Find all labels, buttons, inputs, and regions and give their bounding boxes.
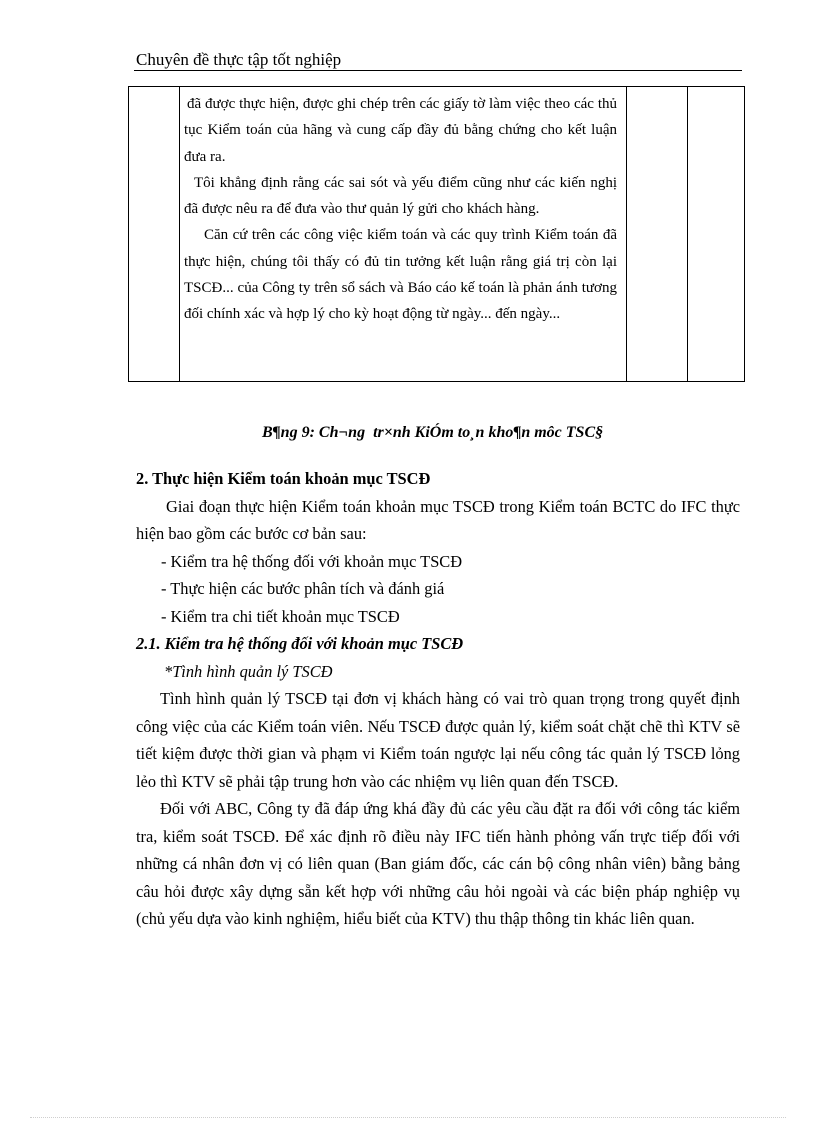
table-cell-content	[184, 91, 617, 328]
section-heading: 2. Thực hiện Kiểm toán khoản mục TSCĐ	[136, 469, 431, 488]
cell-paragraph: đã được thực hiện, được ghi chép trên các giấy tờ làm việc theo các thủ tục Kiểm toán của hãng và cung cấp đầy đủ bằng chứng cho kết luận đưa ra.	[184, 96, 617, 165]
column-divider	[179, 87, 180, 381]
list-item: - Kiểm tra chi tiết khoản mục TSCĐ	[161, 606, 400, 626]
subsection-note: *Tình hình quản lý TSCĐ	[164, 661, 333, 681]
header-rule	[134, 70, 742, 71]
body-paragraph: Tình hình quản lý TSCĐ tại đơn vị khách hàng có vai trò quan trọng trong quyết định công việc của các Kiểm toán viên. Nếu TSCĐ được quản lý, kiểm soát chặt chẽ thì KTV sẽ tiết kiệm được thời gian và phạm vi Kiểm toán ngược lại nếu công tác quản lý TSCĐ lỏng lẻo thì KTV sẽ phải tập trung hơn vào các nhiệm vụ liên quan đến TSCĐ.	[136, 689, 740, 791]
list-item: - Thực hiện các bước phân tích và đánh giá	[161, 579, 445, 598]
section-intro: Giai đoạn thực hiện Kiểm toán khoản mục TSCĐ trong Kiểm toán BCTC do IFC thực hiện bao gồm các bước cơ bản sau:	[136, 496, 740, 543]
cell-paragraph: Căn cứ trên các công việc kiểm toán và các quy trình Kiểm toán đã thực hiện, chúng tôi thấy có đủ tin tưởng kết luận rằng giá trị còn lại TSCĐ... của Công ty trên sổ sách và Báo cáo kế toán là phản ánh tương đối chính xác và hợp lý cho kỳ hoạt động từ ngày... đến ngày...	[184, 227, 617, 323]
column-divider	[687, 87, 688, 381]
column-divider	[626, 87, 627, 381]
subsection-heading: 2.1. Kiểm tra hệ thống đối với khoản mục TSCĐ	[136, 634, 464, 653]
list-item: - Kiểm tra hệ thống đối với khoản mục TSCĐ	[161, 551, 463, 571]
body-paragraph: Đối với ABC, Công ty đã đáp ứng khá đầy đủ các yêu cầu đặt ra đối với công tác kiểm tra, kiểm soát TSCĐ. Để xác định rõ điều này IFC tiến hành phỏng vấn trực tiếp đối với những cá nhân đơn vị có liên quan (Ban giám đốc, các cán bộ công nhân viên) bằng bảng câu hỏi được xây dựng sẵn kết hợp với những câu hỏi ngoài và các biện pháp nghiệp vụ (chủ yếu dựa vào kinh nghiệm, hiểu biết của KTV) thu thập thông tin khác liên quan.	[136, 799, 740, 928]
cell-paragraph: Tôi khẳng định rằng các sai sót và yếu điểm cũng như các kiến nghị đã được nêu ra để đưa vào thư quản lý gửi cho khách hàng.	[184, 174, 617, 218]
page-header-title: Chuyên đề thực tập tốt nghiệp	[136, 50, 342, 69]
document-body	[136, 465, 740, 933]
table-caption: B¶ng 9: Ch¬ng tr×nh KiÓm to¸n kho¶n môc TSC§	[262, 424, 604, 441]
page-bottom-rule	[30, 1117, 786, 1118]
